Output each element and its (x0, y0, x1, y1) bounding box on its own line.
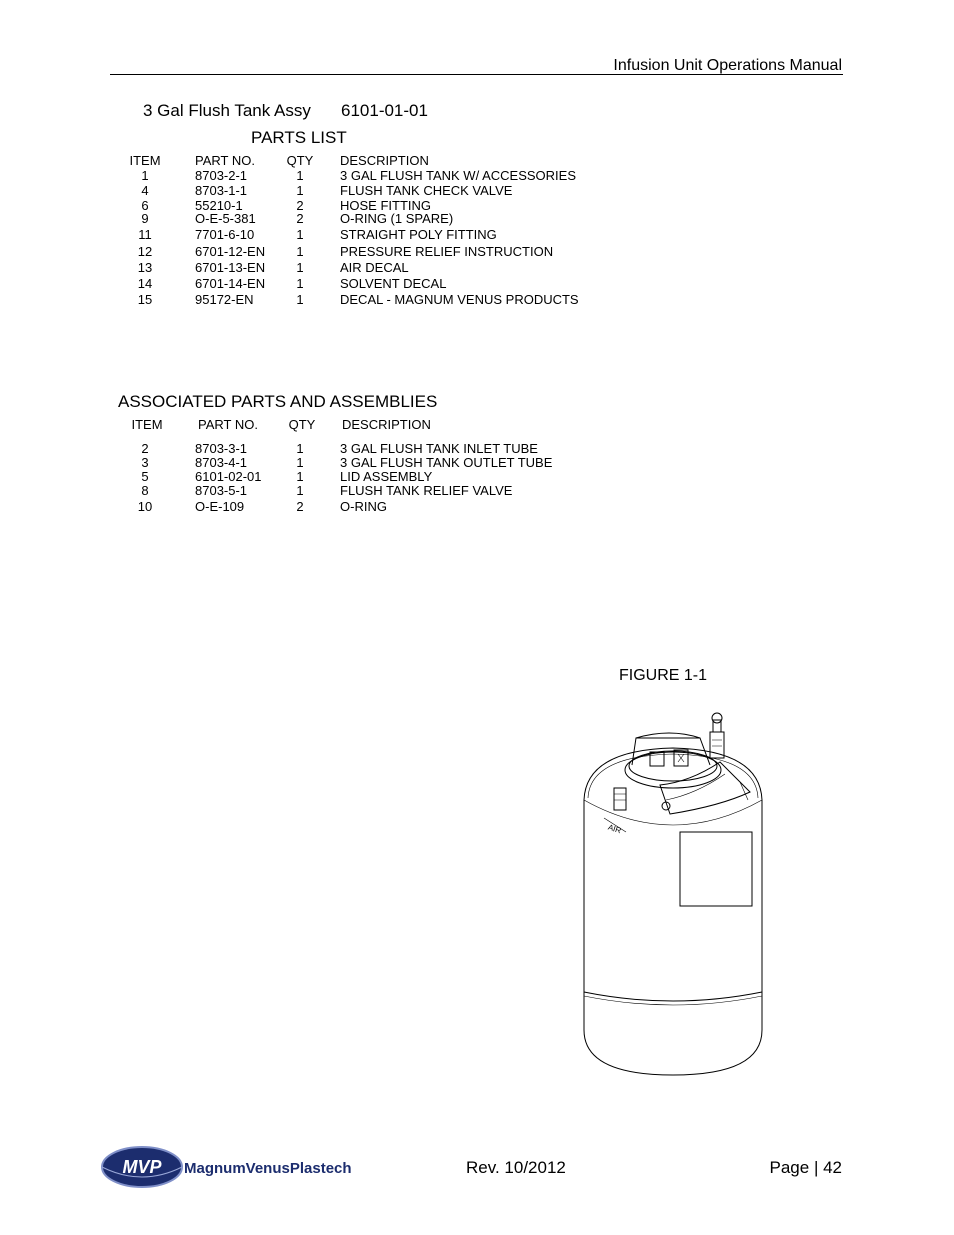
table-cell: 13 (137, 260, 153, 275)
column-header: PART NO. (198, 417, 258, 432)
header-rule (110, 74, 843, 75)
table-cell: 3 GAL FLUSH TANK W/ ACCESSORIES (340, 168, 576, 183)
table-cell: 8703-1-1 (195, 183, 248, 198)
table-cell: FLUSH TANK RELIEF VALVE (340, 483, 513, 498)
table-cell: 6101-02-01 (195, 469, 262, 484)
table-cell: 3 GAL FLUSH TANK OUTLET TUBE (340, 455, 553, 470)
table-cell: DECAL - MAGNUM VENUS PRODUCTS (340, 292, 579, 307)
table-cell: FLUSH TANK CHECK VALVE (340, 183, 513, 198)
logo-text: MagnumVenusPlastech (184, 1160, 352, 1177)
revision-date: Rev. 10/2012 (466, 1158, 566, 1177)
column-header: QTY (286, 153, 314, 168)
table-cell: 6701-14-EN (195, 276, 266, 291)
column-header: DESCRIPTION (342, 417, 431, 432)
column-header: ITEM (131, 417, 163, 432)
table-cell: 6701-12-EN (195, 244, 266, 259)
table-cell: 2 (296, 211, 304, 226)
table-cell: O-RING (1 SPARE) (340, 211, 454, 226)
column-header: PART NO. (195, 153, 255, 168)
column-header: ITEM (129, 153, 161, 168)
table-cell: 8703-4-1 (195, 455, 248, 470)
table-cell: 11 (138, 227, 152, 242)
air-decal-label: AIR (606, 822, 623, 836)
table-cell: PRESSURE RELIEF INSTRUCTION (340, 244, 554, 259)
table-cell: SOLVENT DECAL (340, 276, 447, 291)
table-cell: 1 (141, 168, 149, 183)
table-cell: 8703-2-1 (195, 168, 248, 183)
table-cell: 9 (141, 211, 149, 226)
page-number: Page | 42 (769, 1158, 842, 1177)
table-cell: 6701-13-EN (195, 260, 266, 275)
table-cell: O-E-109 (195, 499, 245, 514)
table-cell: 5 (141, 469, 149, 484)
logo-mark: MVP (122, 1157, 162, 1177)
table-cell: 1 (296, 183, 304, 198)
table-cell: 3 GAL FLUSH TANK INLET TUBE (340, 441, 538, 456)
table-cell: 8 (141, 483, 149, 498)
table-cell: 1 (296, 441, 304, 456)
table-cell: O-RING (340, 499, 387, 514)
table-cell: 2 (296, 198, 304, 213)
table-cell: 1 (296, 168, 304, 183)
table-cell: 1 (296, 260, 304, 275)
table-cell: 1 (296, 227, 304, 242)
associated-parts-heading: ASSOCIATED PARTS AND ASSEMBLIES (118, 392, 438, 411)
table-cell: 2 (141, 441, 149, 456)
assembly-part-number: 6101-01-01 (341, 101, 428, 120)
figure-label: FIGURE 1-1 (619, 667, 708, 684)
table-cell: 1 (296, 292, 304, 307)
assembly-title: 3 Gal Flush Tank Assy (143, 101, 311, 120)
table-cell: 1 (296, 483, 304, 498)
table-cell: 1 (296, 276, 304, 291)
manual-title: Infusion Unit Operations Manual (613, 57, 842, 74)
column-header: DESCRIPTION (340, 153, 429, 168)
flush-tank-drawing (570, 710, 780, 1080)
parts-list-heading: PARTS LIST (251, 128, 347, 147)
table-cell: 8703-3-1 (195, 441, 248, 456)
table-cell: O-E-5-381 (195, 211, 256, 226)
table-cell: 3 (141, 455, 149, 470)
company-logo (100, 1133, 390, 1198)
table-cell: LID ASSEMBLY (340, 469, 433, 484)
table-cell: 1 (296, 455, 304, 470)
column-header: QTY (288, 417, 316, 432)
table-cell: 8703-5-1 (195, 483, 248, 498)
table-cell: 15 (137, 292, 153, 307)
table-cell: 7701-6-10 (195, 227, 255, 242)
table-cell: 55210-1 (195, 198, 243, 213)
table-cell: 10 (137, 499, 153, 514)
table-cell: 14 (137, 276, 153, 291)
table-cell: 6 (141, 198, 149, 213)
table-cell: HOSE FITTING (340, 198, 431, 213)
table-cell: 12 (137, 244, 153, 259)
table-cell: 1 (296, 469, 304, 484)
table-cell: 2 (296, 499, 304, 514)
table-cell: 95172-EN (195, 292, 254, 307)
table-cell: AIR DECAL (340, 260, 409, 275)
table-cell: 1 (296, 244, 304, 259)
table-cell: STRAIGHT POLY FITTING (340, 227, 497, 242)
table-cell: 4 (141, 183, 149, 198)
